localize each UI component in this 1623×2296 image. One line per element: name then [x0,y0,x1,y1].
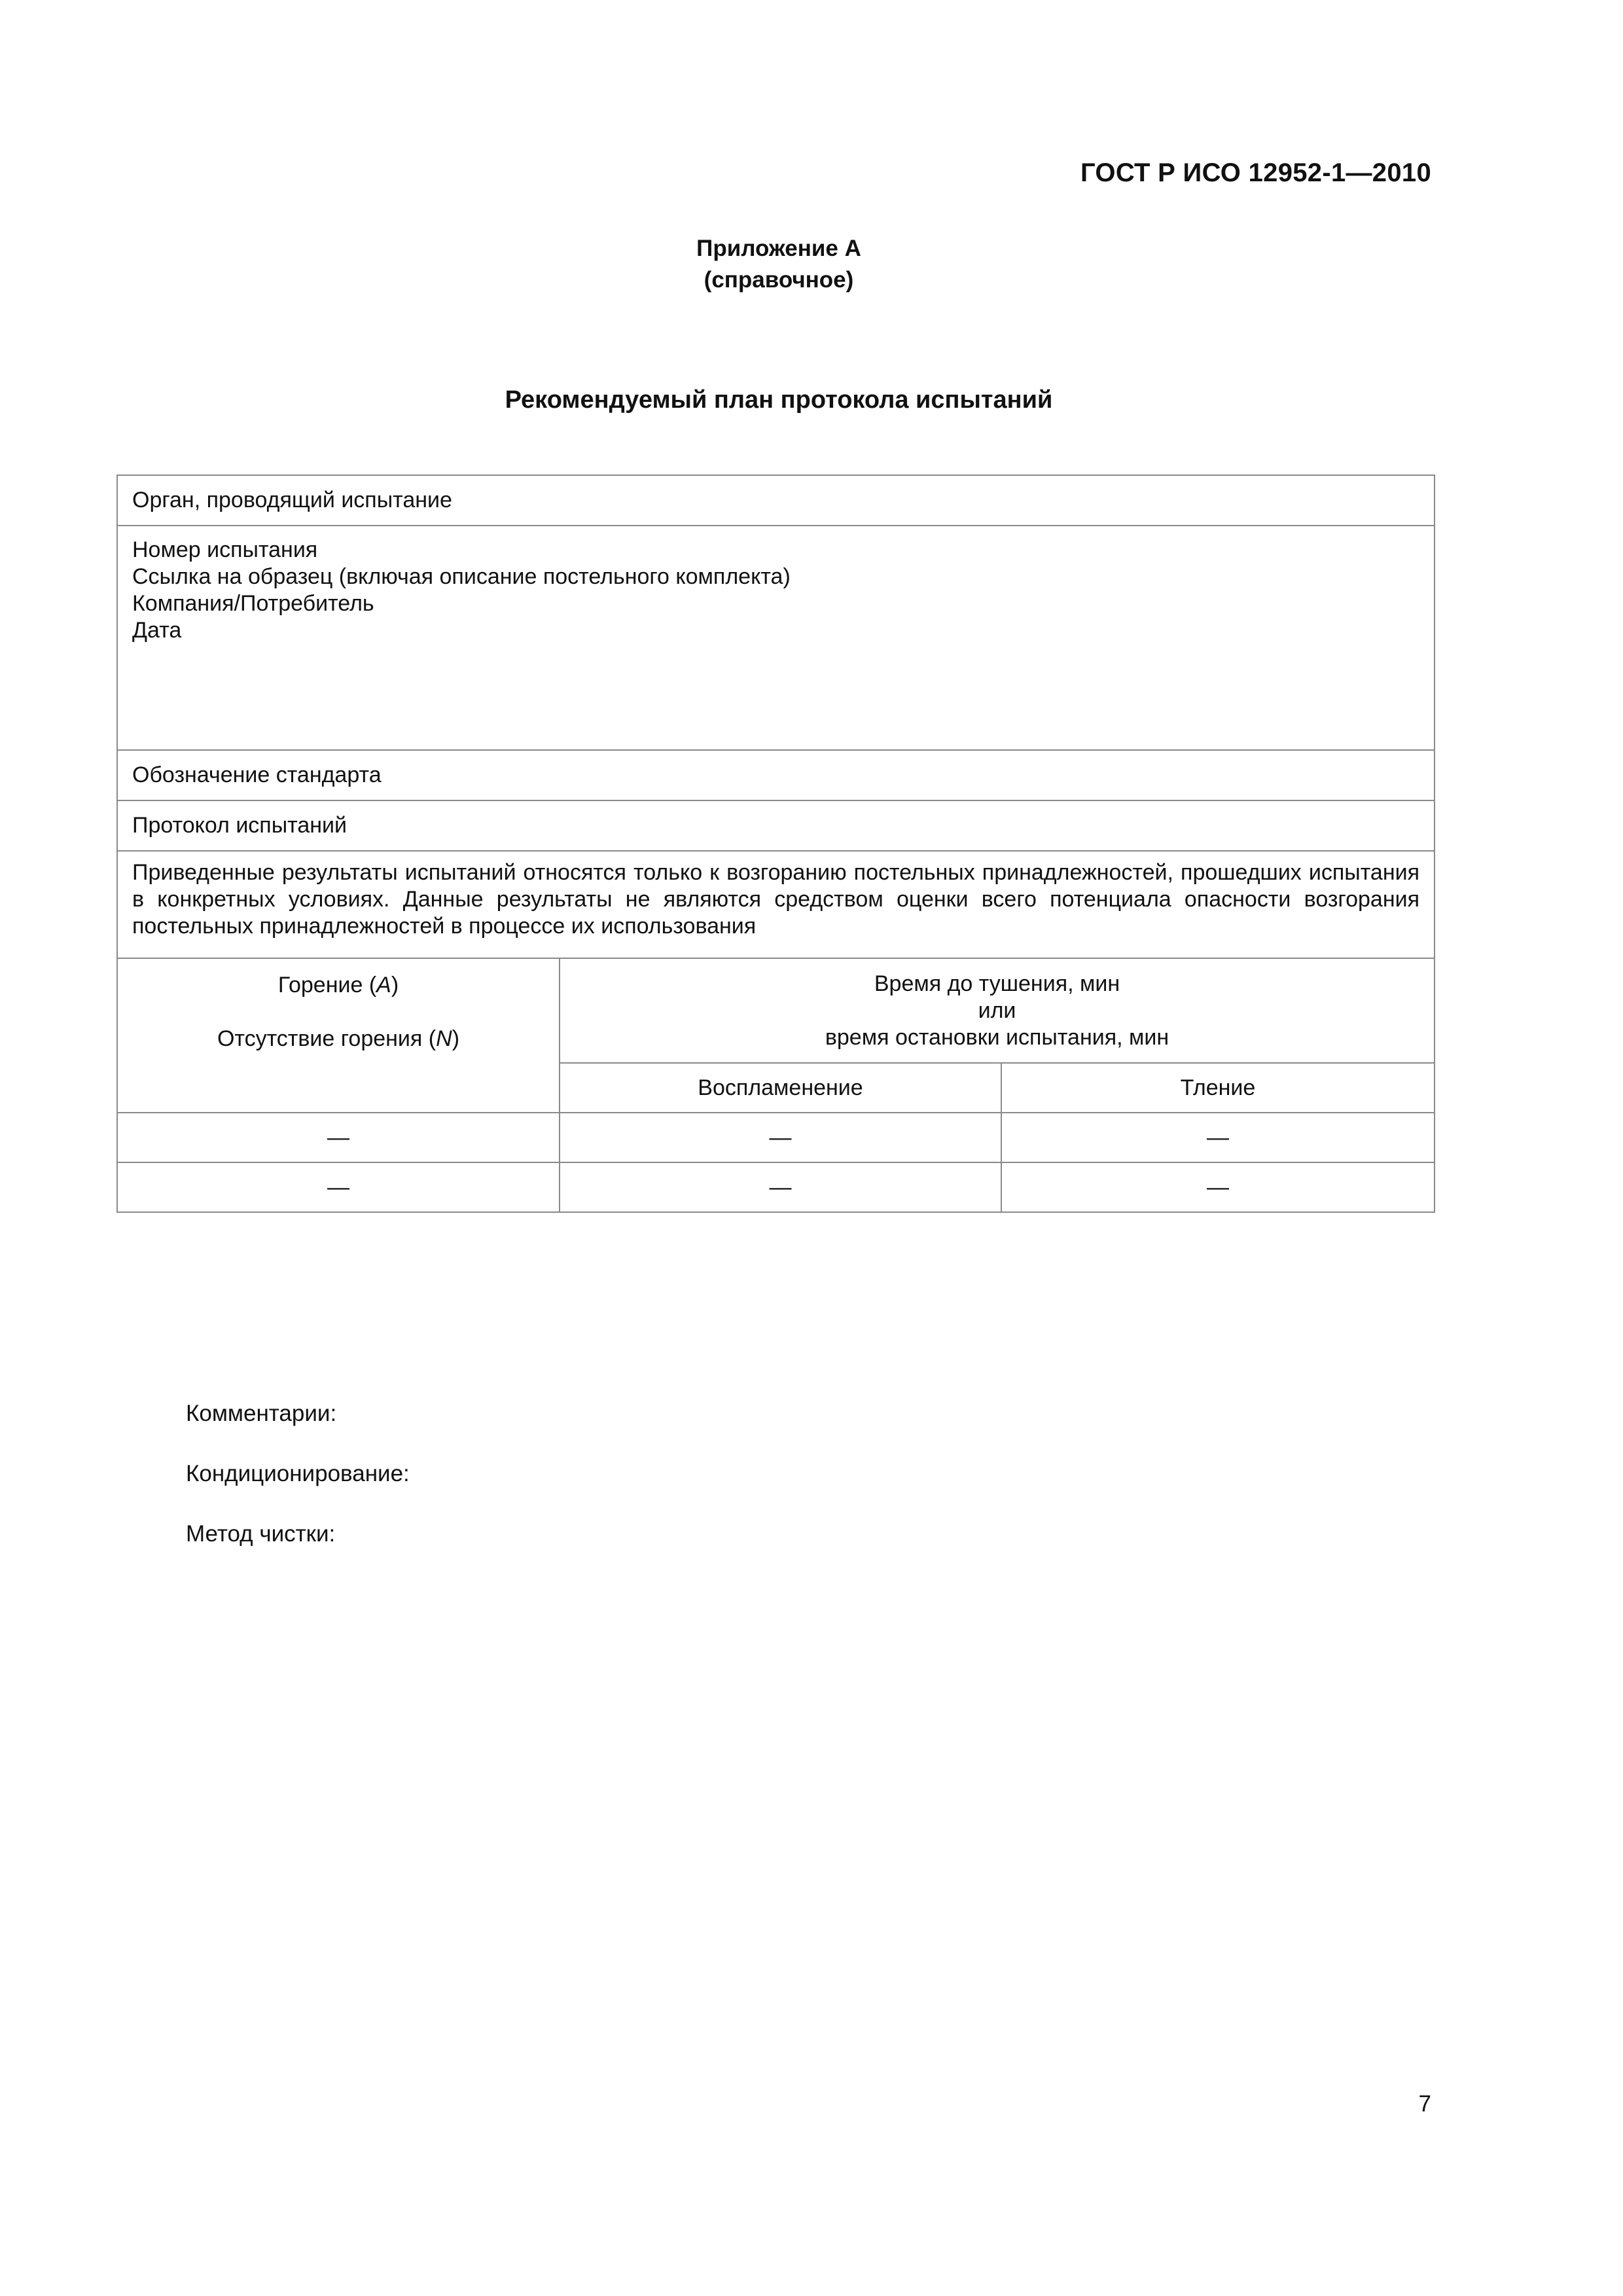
extinguish-time-header [560,958,1435,1063]
results-note-cell: Приведенные результаты испытаний относятся только к возгоранию постельных принадлежностей, прошедших испытания в конкретных условиях. Данные результаты не являются средством оценки всего потенциала опасности возгорания постельных принадлежностей в процессе их использования [117,851,1435,958]
test-protocol-cell: Протокол испытаний [117,800,1435,851]
table-row [117,1113,1435,1162]
info-line: Номер испытания [132,537,318,562]
page-number: 7 [1418,2091,1431,2117]
table-cell: — [117,1113,560,1162]
comments-label: Комментарии: [186,1401,337,1426]
info-line: Дата [132,618,182,643]
conditioning-label: Кондиционирование: [186,1461,410,1486]
burning-header-cell [117,958,560,1113]
extinguish-time-line: Время до тушения, мин [874,971,1120,996]
table-cell: — [1001,1162,1435,1212]
standard-designation-cell: Обозначение стандарта [117,750,1435,800]
ignition-header: Воспламенение [560,1063,1001,1113]
annex-type: (справочное) [704,267,854,293]
info-line: Ссылка на образец (включая описание постельного комплекта) [132,564,791,589]
testing-body-cell: Орган, проводящий испытание [117,475,1435,526]
cleaning-method-label: Метод чистки: [186,1521,336,1547]
info-line: Компания/Потребитель [132,591,374,616]
table-cell: — [560,1113,1001,1162]
burning-label: Горение (A) [277,973,399,997]
test-report-table [116,475,1435,1213]
footer-fields [186,1401,410,1581]
page-title: Рекомендуемый план протокола испытаний [505,386,1053,414]
annex-title: Приложение А [696,236,861,261]
or-line: или [978,997,1016,1023]
standard-code: ГОСТ Р ИСО 12952-1—2010 [1080,158,1431,187]
smoldering-header: Тление [1001,1063,1435,1113]
no-burning-label: Отсутствие горения (N) [217,1026,460,1051]
annex-heading [0,233,1558,296]
table-row [117,1162,1435,1212]
table-cell: — [117,1162,560,1212]
test-info-cell [117,526,1435,750]
table-cell: — [560,1162,1001,1212]
table-cell: — [1001,1113,1435,1162]
stop-time-line: время остановки испытания, мин [825,1024,1169,1050]
